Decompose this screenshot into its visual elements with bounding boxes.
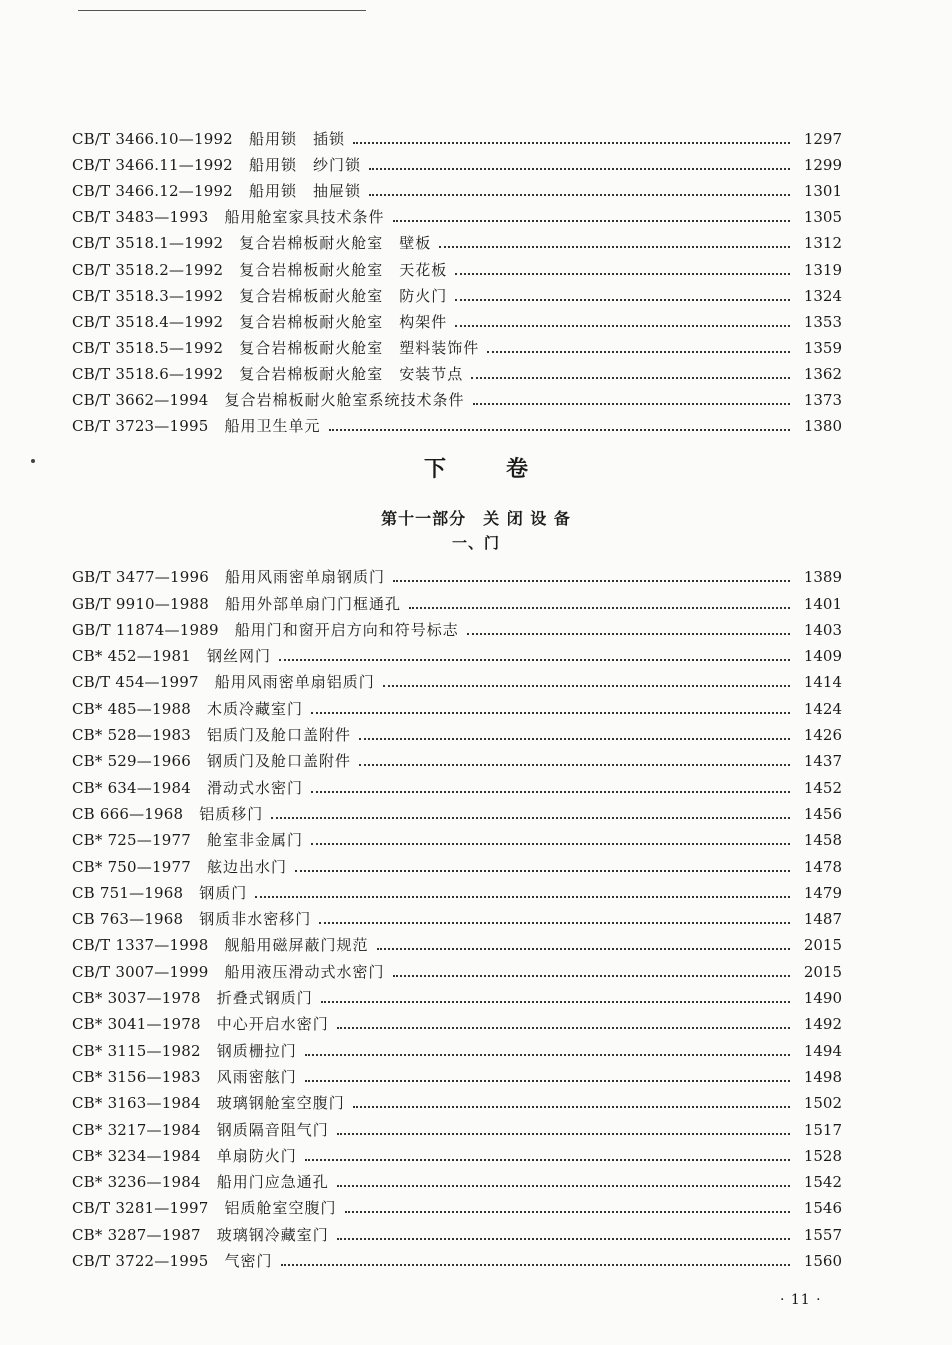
- page-ref: 1478: [803, 857, 842, 876]
- standard-title: 钢质门及舱口盖附件: [206, 752, 351, 771]
- page-ref: 1458: [803, 831, 842, 850]
- page-ref: 1409: [803, 647, 842, 666]
- dot-leader: [337, 1027, 790, 1029]
- standard-code: CB/T 3518.4—1992: [72, 312, 224, 331]
- toc-entry: [72, 305, 842, 331]
- dot-leader: [311, 843, 790, 845]
- toc-entry: [72, 200, 842, 226]
- standard-code: CB 751—1968: [72, 883, 184, 902]
- toc-entry: [72, 691, 842, 717]
- toc-entry: [72, 744, 842, 770]
- dot-leader: [305, 1080, 790, 1082]
- standard-title: 钢质隔音阻气门: [216, 1120, 329, 1139]
- standard-title: 铝质门及舱口盖附件: [206, 726, 351, 745]
- dot-leader: [329, 429, 791, 431]
- standard-title: 复合岩棉板耐火舱室 壁板: [239, 234, 432, 253]
- page-ref: 1487: [803, 910, 842, 929]
- standard-code: CB/T 3518.1—1992: [72, 234, 224, 253]
- standard-title: 舰船用磁屏蔽门规范: [224, 936, 369, 955]
- standard-title: 复合岩棉板耐火舱室 塑料装饰件: [239, 338, 480, 357]
- toc-entry: [72, 849, 842, 875]
- page-ref: 1324: [803, 286, 842, 305]
- page-ref: 1494: [803, 1041, 842, 1060]
- dot-leader: [455, 299, 790, 301]
- page-ref: 1401: [803, 594, 842, 613]
- page-ref: 1490: [803, 989, 842, 1008]
- page-ref: 1305: [803, 208, 842, 227]
- dot-leader: [337, 1185, 790, 1187]
- toc-entry: [72, 770, 842, 796]
- standard-title: 船用锁 抽屉锁: [248, 182, 361, 201]
- standard-title: 风雨密舷门: [216, 1067, 297, 1086]
- page-ref: 1528: [803, 1146, 842, 1165]
- standard-code: CB* 3236—1984: [72, 1173, 201, 1192]
- dot-leader: [383, 685, 790, 687]
- toc-entry: [72, 331, 842, 357]
- dot-leader: [439, 246, 790, 248]
- part-title: 第十一部分 关 闭 设 备: [381, 509, 571, 528]
- toc-entry: [72, 1139, 842, 1165]
- page-ref: 1498: [803, 1067, 842, 1086]
- toc-entry: [72, 1086, 842, 1112]
- standard-code: CB/T 3466.12—1992: [72, 182, 233, 201]
- page-ref: 1479: [803, 883, 842, 902]
- dot-leader: [393, 580, 790, 582]
- standard-title: 船用舱室家具技术条件: [224, 208, 385, 227]
- page-ref: 1297: [803, 130, 842, 149]
- standard-title: 钢质门: [199, 883, 248, 902]
- standard-title: 滑动式水密门: [206, 778, 303, 797]
- toc-entry: [72, 586, 842, 612]
- standard-title: 复合岩棉板耐火舱室系统技术条件: [224, 391, 465, 410]
- toc-entry: [72, 1217, 842, 1243]
- page-ref: 1424: [803, 699, 842, 718]
- page-ref: 1517: [803, 1120, 842, 1139]
- page-ref: 2015: [803, 936, 842, 955]
- toc-entry: [72, 122, 842, 148]
- dot-leader: [295, 870, 790, 872]
- page-ref: 1403: [803, 620, 842, 639]
- dot-leader: [319, 922, 790, 924]
- toc-entry: [72, 1191, 842, 1217]
- standard-code: CB* 725—1977: [72, 831, 191, 850]
- standard-code: CB/T 3662—1994: [72, 391, 209, 410]
- toc-entry: [72, 1112, 842, 1138]
- standard-code: CB* 529—1966: [72, 752, 191, 771]
- standard-code: CB* 3163—1984: [72, 1094, 201, 1113]
- page-ref: 1452: [803, 778, 842, 797]
- standard-code: GB/T 3477—1996: [72, 568, 209, 587]
- dot-leader: [393, 220, 791, 222]
- dot-leader: [455, 273, 790, 275]
- toc-upper-list: [72, 122, 842, 435]
- page-ref: 1426: [803, 726, 842, 745]
- page-ref: 1312: [803, 234, 842, 253]
- dot-leader: [455, 325, 790, 327]
- toc-entry: [72, 981, 842, 1007]
- page-ref: 1456: [803, 804, 842, 823]
- dot-leader: [305, 1054, 790, 1056]
- toc-entry: [72, 718, 842, 744]
- standard-title: 铝质移门: [199, 804, 264, 823]
- standard-title: 船用卫生单元: [224, 417, 321, 436]
- standard-code: CB/T 3007—1999: [72, 962, 209, 981]
- standard-title: 船用锁 插锁: [248, 130, 345, 149]
- page-ref: 1301: [803, 182, 842, 201]
- page-ref: 1299: [803, 156, 842, 175]
- page-ref: 1437: [803, 752, 842, 771]
- standard-title: 玻璃钢舱室空腹门: [216, 1094, 345, 1113]
- page-ref: 1414: [803, 673, 842, 692]
- standard-title: 铝质舱室空腹门: [224, 1199, 337, 1218]
- standard-code: CB* 634—1984: [72, 778, 191, 797]
- toc-entry: [72, 1060, 842, 1086]
- standard-title: 船用液压滑动式水密门: [224, 962, 385, 981]
- standard-code: CB/T 3483—1993: [72, 208, 209, 227]
- dot-leader: [305, 1159, 790, 1161]
- toc-entry: [72, 383, 842, 409]
- dot-leader: [311, 791, 790, 793]
- toc-entry: [72, 1244, 842, 1270]
- dot-leader: [369, 194, 790, 196]
- standard-code: CB/T 3722—1995: [72, 1252, 209, 1271]
- standard-title: 船用外部单扇门门框通孔: [224, 594, 401, 613]
- dot-leader: [473, 403, 791, 405]
- standard-title: 船用风雨密单扇钢质门: [224, 568, 385, 587]
- toc-entry: [72, 1165, 842, 1191]
- standard-title: 复合岩棉板耐火舱室 天花板: [239, 260, 448, 279]
- standard-title: 船用门应急通孔: [216, 1173, 329, 1192]
- toc-entry: [72, 1007, 842, 1033]
- standard-title: 玻璃钢冷藏室门: [216, 1225, 329, 1244]
- standard-code: CB* 3115—1982: [72, 1041, 201, 1060]
- page-ref: 1557: [803, 1225, 842, 1244]
- page-ref: 1353: [803, 312, 842, 331]
- dot-leader: [353, 1106, 790, 1108]
- standard-title: 复合岩棉板耐火舱室 安装节点: [239, 364, 464, 383]
- top-rule: [78, 10, 366, 11]
- page-ref: 1373: [803, 391, 842, 410]
- standard-code: CB* 485—1988: [72, 699, 191, 718]
- dot-leader: [337, 1133, 790, 1135]
- standard-code: CB/T 3466.11—1992: [72, 156, 233, 175]
- dot-leader: [359, 738, 790, 740]
- dot-leader: [271, 817, 790, 819]
- standard-title: 舷边出水门: [206, 857, 287, 876]
- dot-leader: [279, 659, 790, 661]
- page-ref: 1542: [803, 1173, 842, 1192]
- toc-entry: [72, 823, 842, 849]
- standard-code: CB* 3217—1984: [72, 1120, 201, 1139]
- dot-leader: [467, 633, 790, 635]
- standard-code: CB/T 3518.2—1992: [72, 260, 224, 279]
- standard-code: CB/T 454—1997: [72, 673, 199, 692]
- standard-code: GB/T 11874—1989: [72, 620, 219, 639]
- toc-entry: [72, 639, 842, 665]
- page-ref: 1502: [803, 1094, 842, 1113]
- volume-title: 下卷: [423, 456, 588, 482]
- standard-code: CB/T 1337—1998: [72, 936, 209, 955]
- standard-code: CB* 750—1977: [72, 857, 191, 876]
- standard-code: CB* 3156—1983: [72, 1067, 201, 1086]
- page-ref: 1380: [803, 417, 842, 436]
- toc-lower-list: [72, 560, 842, 1270]
- standard-title: 复合岩棉板耐火舱室 构架件: [239, 312, 448, 331]
- page-ref: 1359: [803, 338, 842, 357]
- dot-leader: [369, 168, 790, 170]
- standard-code: CB 666—1968: [72, 804, 184, 823]
- standard-title: 复合岩棉板耐火舱室 防火门: [239, 286, 448, 305]
- standard-title: 船用门和窗开启方向和符号标志: [234, 620, 459, 639]
- toc-entry: [72, 252, 842, 278]
- standard-title: 中心开启水密门: [216, 1015, 329, 1034]
- toc-entry: [72, 928, 842, 954]
- standard-title: 钢质栅拉门: [216, 1041, 297, 1060]
- toc-entry: [72, 876, 842, 902]
- standard-title: 单扇防火门: [216, 1146, 297, 1165]
- page-ref: 1492: [803, 1015, 842, 1034]
- standard-code: CB* 3234—1984: [72, 1146, 201, 1165]
- standard-code: CB* 3287—1987: [72, 1225, 201, 1244]
- dot-leader: [393, 975, 791, 977]
- page-ref: 1546: [803, 1199, 842, 1218]
- toc-entry: [72, 954, 842, 980]
- toc-entry: [72, 279, 842, 305]
- standard-code: CB* 528—1983: [72, 726, 191, 745]
- toc-entry: [72, 797, 842, 823]
- toc-entry: [72, 357, 842, 383]
- toc-entry: [72, 174, 842, 200]
- standard-title: 船用风雨密单扇铝质门: [214, 673, 375, 692]
- standard-code: GB/T 9910—1988: [72, 594, 209, 613]
- standard-title: 气密门: [224, 1252, 273, 1271]
- standard-title: 折叠式钢质门: [216, 989, 313, 1008]
- section-title: 一、门: [451, 534, 500, 552]
- standard-code: CB* 3037—1978: [72, 989, 201, 1008]
- dot-leader: [255, 896, 790, 898]
- dot-leader: [345, 1211, 791, 1213]
- standard-code: CB/T 3723—1995: [72, 417, 209, 436]
- page-ref: 2015: [803, 962, 842, 981]
- dot-leader: [337, 1238, 790, 1240]
- dot-leader: [321, 1001, 790, 1003]
- toc-entry: [72, 560, 842, 586]
- standard-title: 船用锁 纱门锁: [248, 156, 361, 175]
- standard-code: CB/T 3518.5—1992: [72, 338, 224, 357]
- dot-leader: [311, 712, 790, 714]
- standard-title: 钢丝网门: [206, 647, 271, 666]
- page-ref: 1319: [803, 260, 842, 279]
- standard-code: CB* 3041—1978: [72, 1015, 201, 1034]
- dot-leader: [409, 607, 790, 609]
- toc-entry: [72, 226, 842, 252]
- dot-leader: [471, 377, 790, 379]
- toc-entry: [72, 665, 842, 691]
- standard-code: CB 763—1968: [72, 910, 184, 929]
- standard-title: 舱室非金属门: [206, 831, 303, 850]
- toc-entry: [72, 148, 842, 174]
- dot-leader: [353, 142, 790, 144]
- dot-leader: [377, 948, 791, 950]
- standard-title: 钢质非水密移门: [199, 910, 312, 929]
- toc-entry: [72, 409, 842, 435]
- toc-entry: [72, 902, 842, 928]
- standard-title: 木质冷藏室门: [206, 699, 303, 718]
- toc-entry: [72, 1033, 842, 1059]
- page-ref: 1362: [803, 364, 842, 383]
- standard-code: CB/T 3518.3—1992: [72, 286, 224, 305]
- dot-leader: [487, 351, 790, 353]
- standard-code: CB/T 3281—1997: [72, 1199, 209, 1218]
- page-number: · 11 ·: [780, 1292, 822, 1308]
- standard-code: CB* 452—1981: [72, 647, 191, 666]
- standard-code: CB/T 3466.10—1992: [72, 130, 233, 149]
- standard-code: CB/T 3518.6—1992: [72, 364, 224, 383]
- dot-leader: [281, 1264, 791, 1266]
- toc-entry: [72, 613, 842, 639]
- page-ref: 1560: [803, 1252, 842, 1271]
- page-ref: 1389: [803, 568, 842, 587]
- dot-leader: [359, 764, 790, 766]
